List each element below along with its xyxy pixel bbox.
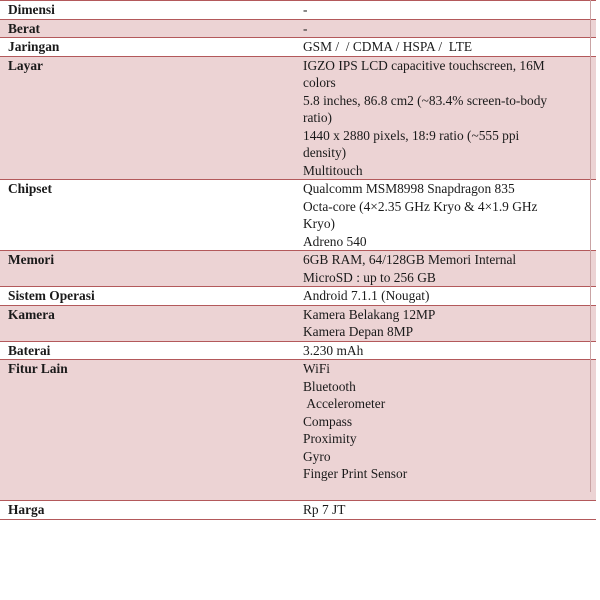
- spec-value-line: Kamera Belakang 12MP: [303, 306, 436, 322]
- spec-label: Fitur Lain: [0, 360, 295, 501]
- spec-value: [295, 251, 596, 287]
- spec-label: Harga: [0, 501, 295, 520]
- spec-value-line: colors: [303, 75, 336, 90]
- spec-value-line: GSM / / CDMA / HSPA / LTE: [303, 39, 473, 54]
- spec-value-line: WiFi: [303, 361, 330, 376]
- spec-value-line: 6GB RAM, 64/128GB Memori Internal: [303, 252, 517, 267]
- spec-row: [0, 251, 596, 287]
- spec-value-line: Finger Print Sensor: [303, 466, 408, 481]
- spec-row: [0, 287, 596, 306]
- spec-row: [0, 341, 596, 360]
- spec-label: Jaringan: [0, 38, 295, 57]
- spec-value-line: Kamera Depan 8MP: [303, 324, 414, 339]
- spec-row: [0, 180, 596, 251]
- spec-value-line: Proximity: [303, 431, 357, 446]
- spec-value-line: Android 7.1.1 (Nougat): [303, 288, 430, 303]
- spec-value-line: -: [303, 20, 308, 36]
- spec-value-line: Accelerometer: [303, 396, 386, 411]
- spec-value-line: MicroSD : up to 256 GB: [303, 269, 436, 285]
- spec-value-line: Octa-core (4×2.35 GHz Kryo & 4×1.9 GHz: [303, 198, 538, 214]
- spec-value-line: Multitouch: [303, 162, 363, 178]
- spec-value: [295, 341, 596, 360]
- spec-value: [295, 287, 596, 306]
- spec-label: Baterai: [0, 341, 295, 360]
- spec-label: Layar: [0, 56, 295, 180]
- spec-value-line: 1440 x 2880 pixels, 18:9 ratio (~555 ppi: [303, 127, 520, 143]
- spec-value-line: Compass: [303, 413, 353, 429]
- spec-label: Memori: [0, 251, 295, 287]
- spec-label: Chipset: [0, 180, 295, 251]
- table-right-edge: [590, 0, 591, 492]
- spec-row: [0, 1, 596, 20]
- spec-value-line: Qualcomm MSM8998 Snapdragon 835: [303, 181, 515, 196]
- spec-value-line: Kryo): [303, 216, 335, 231]
- spec-value-line: -: [303, 2, 308, 17]
- spec-value: [295, 19, 596, 38]
- spec-value-line: Gyro: [303, 448, 331, 464]
- spec-label: Sistem Operasi: [0, 287, 295, 306]
- spec-label: Berat: [0, 19, 295, 38]
- spec-value-line: Adreno 540: [303, 233, 367, 249]
- spec-table-body: [0, 1, 596, 520]
- spec-row: [0, 360, 596, 501]
- spec-row: [0, 56, 596, 180]
- spec-value: [295, 501, 596, 520]
- spec-value: [295, 360, 596, 501]
- spec-label: Kamera: [0, 305, 295, 341]
- spec-value-line: 3.230 mAh: [303, 342, 364, 358]
- spec-row: [0, 501, 596, 520]
- spec-value: [295, 38, 596, 57]
- spec-value-line: ratio): [303, 110, 332, 125]
- spec-value-line: density): [303, 145, 347, 160]
- spec-row: [0, 305, 596, 341]
- spec-row: [0, 19, 596, 38]
- spec-label: Dimensi: [0, 1, 295, 20]
- spec-value-line: IGZO IPS LCD capacitive touchscreen, 16M: [303, 57, 545, 73]
- spec-value: [295, 180, 596, 251]
- spec-row: [0, 38, 596, 57]
- spec-value-line: 5.8 inches, 86.8 cm2 (~83.4% screen-to-body: [303, 92, 548, 108]
- spec-value-line: Bluetooth: [303, 378, 356, 394]
- spec-value: [295, 56, 596, 180]
- spec-value: [295, 1, 596, 20]
- spec-value-line: [303, 483, 596, 501]
- spec-value-line: Rp 7 JT: [303, 502, 346, 517]
- spec-value: [295, 305, 596, 341]
